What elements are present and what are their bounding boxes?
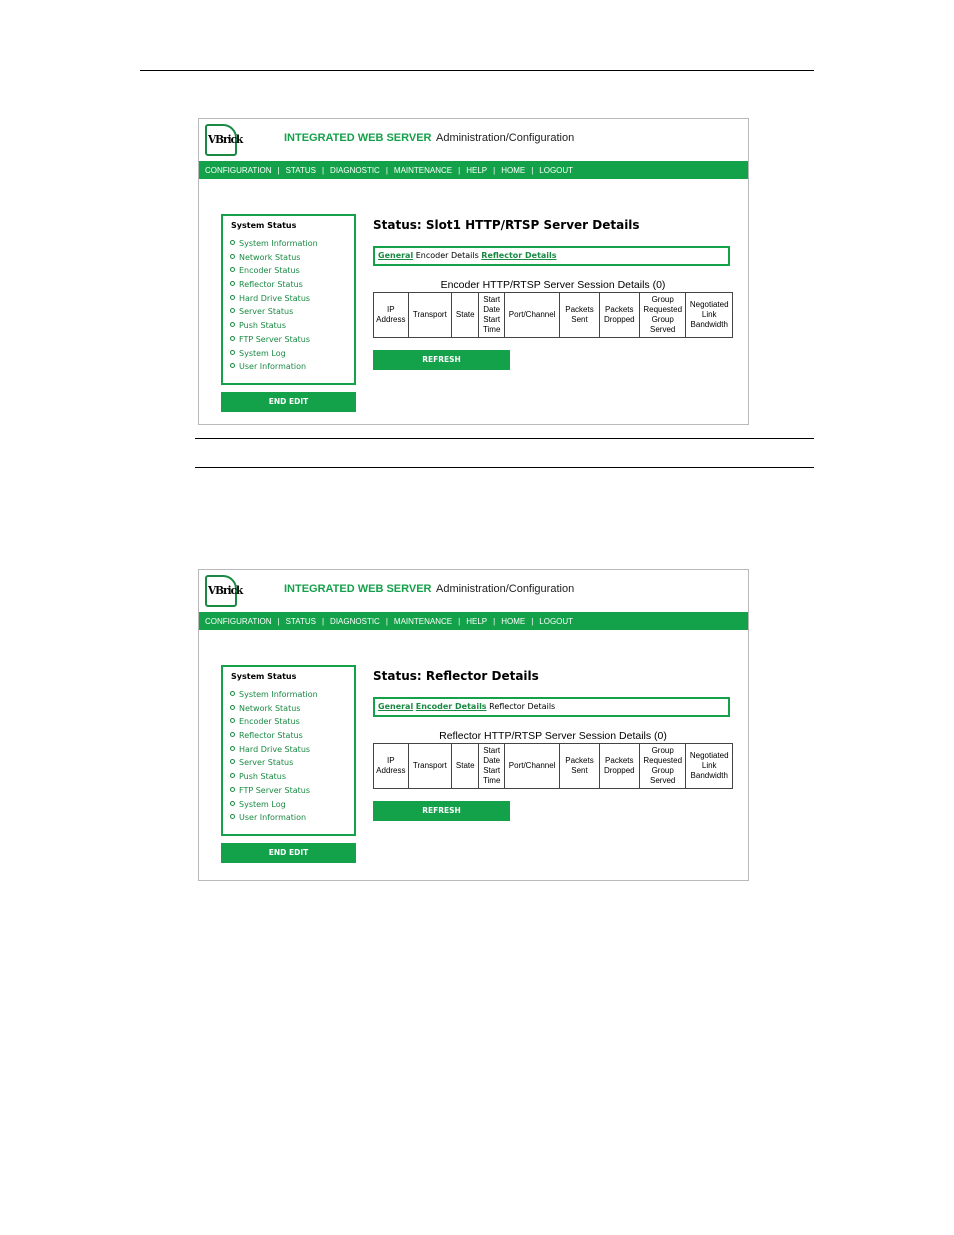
bullet-icon — [230, 718, 235, 723]
col-state: State — [452, 744, 479, 789]
bullet-icon — [230, 254, 235, 259]
col-packets-dropped: Packets Dropped — [599, 744, 639, 789]
col-packets-dropped: Packets Dropped — [599, 293, 639, 338]
bullet-icon — [230, 363, 235, 368]
bullet-icon — [230, 267, 235, 272]
screenshot-encoder-details — [198, 118, 749, 425]
sidebar-item-user-information[interactable]: User Information — [230, 360, 318, 374]
nav-configuration[interactable]: CONFIGURATION — [205, 616, 272, 626]
table-header-row — [374, 293, 733, 338]
bullet-icon — [230, 773, 235, 778]
bullet-icon — [230, 336, 235, 341]
sidebar-item-push-status[interactable]: Push Status — [230, 319, 318, 333]
bullet-icon — [230, 787, 235, 792]
sidebar-title: System Status — [231, 221, 297, 230]
sidebar-item-encoder-status[interactable]: Encoder Status — [230, 715, 318, 729]
bullet-icon — [230, 705, 235, 710]
bullet-icon — [230, 281, 235, 286]
nav-separator: | — [493, 165, 496, 175]
bullet-icon — [230, 240, 235, 245]
sidebar-item-system-information[interactable]: System Information — [230, 688, 318, 702]
nav-logout[interactable]: LOGOUT — [539, 616, 574, 626]
bullet-icon — [230, 746, 235, 751]
caption-rule-bottom — [195, 467, 814, 468]
bullet-icon — [230, 801, 235, 806]
sidebar-item-ftp-server-status[interactable]: FTP Server Status — [230, 333, 318, 347]
sidebar-item-ftp-server-status[interactable]: FTP Server Status — [230, 784, 318, 798]
bullet-icon — [230, 759, 235, 764]
nav-bar — [199, 161, 748, 179]
tab-reflector-details[interactable]: Reflector Details — [481, 251, 557, 260]
bullet-icon — [230, 308, 235, 313]
session-table — [373, 292, 733, 338]
nav-status[interactable]: STATUS — [285, 165, 316, 175]
page-title: Status: Reflector Details — [373, 669, 539, 683]
sidebar-item-server-status[interactable]: Server Status — [230, 756, 318, 770]
tab-encoder-details[interactable]: Encoder Details — [415, 702, 487, 711]
sidebar-list — [230, 237, 318, 374]
sidebar-item-hard-drive-status[interactable]: Hard Drive Status — [230, 292, 318, 306]
nav-separator: | — [321, 616, 325, 626]
nav-home[interactable]: HOME — [501, 165, 526, 175]
col-ip-address: IP Address — [374, 293, 409, 338]
refresh-button[interactable]: REFRESH — [373, 801, 510, 821]
tab-reflector-details-active: Reflector Details — [489, 702, 556, 711]
tab-encoder-details-active: Encoder Details — [415, 251, 479, 260]
header — [199, 119, 748, 161]
bullet-icon — [230, 350, 235, 355]
header — [199, 570, 748, 612]
screenshot-reflector-details — [198, 569, 749, 881]
col-port-channel: Port/Channel — [504, 293, 559, 338]
bullet-icon — [230, 295, 235, 300]
nav-diagnostic[interactable]: DIAGNOSTIC — [330, 616, 380, 626]
end-edit-button[interactable]: END EDIT — [221, 392, 356, 412]
detail-tabs — [373, 697, 730, 717]
sidebar-item-network-status[interactable]: Network Status — [230, 251, 318, 265]
sidebar-item-reflector-status[interactable]: Reflector Status — [230, 278, 318, 292]
nav-separator: | — [385, 616, 388, 626]
col-transport: Transport — [408, 293, 451, 338]
refresh-button[interactable]: REFRESH — [373, 350, 510, 370]
sidebar-list — [230, 688, 318, 825]
nav-bar — [199, 612, 748, 630]
bullet-icon — [230, 322, 235, 327]
nav-help[interactable]: HELP — [466, 616, 488, 626]
nav-separator: | — [321, 165, 325, 175]
nav-separator: | — [277, 616, 280, 626]
tab-general[interactable]: General — [378, 251, 414, 260]
nav-configuration[interactable]: CONFIGURATION — [205, 165, 272, 175]
sidebar-item-encoder-status[interactable]: Encoder Status — [230, 264, 318, 278]
nav-maintenance[interactable]: MAINTENANCE — [393, 165, 453, 175]
col-packets-sent: Packets Sent — [560, 293, 599, 338]
col-start-date-time: Start Date Start Time — [479, 744, 504, 789]
system-status-sidebar — [221, 214, 356, 385]
table-header-row — [374, 744, 733, 789]
col-port-channel: Port/Channel — [504, 744, 559, 789]
nav-separator: | — [458, 616, 461, 626]
header-title: INTEGRATED WEB SERVER — [284, 583, 432, 595]
page-title: Status: Slot1 HTTP/RTSP Server Details — [373, 218, 640, 232]
detail-tabs — [373, 246, 730, 266]
sidebar-item-server-status[interactable]: Server Status — [230, 305, 318, 319]
content-area — [199, 630, 748, 876]
content-area — [199, 179, 748, 425]
sidebar-title: System Status — [231, 672, 297, 681]
table-caption: Encoder HTTP/RTSP Server Session Details (0) — [440, 279, 666, 291]
bullet-icon — [230, 691, 235, 696]
nav-help[interactable]: HELP — [466, 165, 488, 175]
sidebar-item-network-status[interactable]: Network Status — [230, 702, 318, 716]
end-edit-button[interactable]: END EDIT — [221, 843, 356, 863]
col-transport: Transport — [408, 744, 451, 789]
sidebar-item-reflector-status[interactable]: Reflector Status — [230, 729, 318, 743]
nav-home[interactable]: HOME — [501, 616, 526, 626]
col-start-date-time: Start Date Start Time — [479, 293, 504, 338]
sidebar-item-system-log[interactable]: System Log — [230, 798, 318, 812]
sidebar-item-push-status[interactable]: Push Status — [230, 770, 318, 784]
nav-logout[interactable]: LOGOUT — [539, 165, 574, 175]
col-group: Group Requested Group Served — [639, 293, 685, 338]
nav-separator: | — [531, 165, 534, 175]
page-top-rule — [140, 70, 814, 71]
bullet-icon — [230, 814, 235, 819]
nav-separator: | — [531, 616, 534, 626]
table-caption: Reflector HTTP/RTSP Server Session Details (0) — [439, 730, 667, 742]
system-status-sidebar — [221, 665, 356, 836]
nav-maintenance[interactable]: MAINTENANCE — [393, 616, 453, 626]
col-bandwidth: Negotiated Link Bandwidth — [686, 293, 733, 338]
vbrick-logo: VBrick — [205, 124, 237, 156]
nav-separator: | — [277, 165, 280, 175]
session-table — [373, 743, 733, 789]
sidebar-item-system-log[interactable]: System Log — [230, 347, 318, 361]
col-bandwidth: Negotiated Link Bandwidth — [686, 744, 733, 789]
header-title: INTEGRATED WEB SERVER — [284, 132, 432, 144]
col-packets-sent: Packets Sent — [560, 744, 599, 789]
vbrick-logo: VBrick — [205, 575, 237, 607]
nav-separator: | — [458, 165, 461, 175]
bullet-icon — [230, 732, 235, 737]
header-subtitle: Administration/Configuration — [436, 132, 575, 144]
header-subtitle: Administration/Configuration — [436, 583, 575, 595]
col-state: State — [452, 293, 479, 338]
nav-separator: | — [385, 165, 388, 175]
sidebar-item-system-information[interactable]: System Information — [230, 237, 318, 251]
nav-diagnostic[interactable]: DIAGNOSTIC — [330, 165, 380, 175]
nav-status[interactable]: STATUS — [285, 616, 316, 626]
col-ip-address: IP Address — [374, 744, 409, 789]
sidebar-item-hard-drive-status[interactable]: Hard Drive Status — [230, 743, 318, 757]
col-group: Group Requested Group Served — [639, 744, 685, 789]
nav-separator: | — [493, 616, 496, 626]
tab-general[interactable]: General — [378, 702, 414, 711]
caption-rule-top — [195, 438, 814, 439]
sidebar-item-user-information[interactable]: User Information — [230, 811, 318, 825]
